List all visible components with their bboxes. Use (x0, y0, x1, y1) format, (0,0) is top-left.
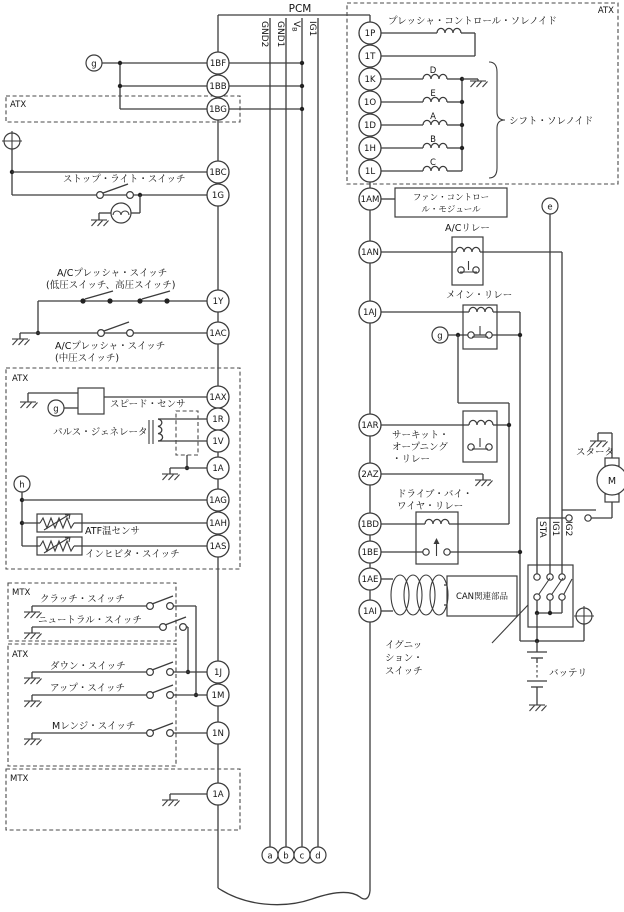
ignition-switch-label-1: イグニッ (385, 640, 423, 651)
region-boxes (6, 3, 618, 830)
ac-pressure-switch-2-label: A/Cプレッシャ・スイッチ (55, 341, 166, 352)
pin-1d (359, 114, 381, 136)
connector-g-speed: g (53, 404, 59, 415)
ac-relay-circuit (381, 223, 562, 285)
down-switch-label: ダウン・スイッチ (50, 661, 126, 672)
switch-blade-icon (104, 322, 129, 331)
atf-temp-sensor-label: ATF温センサ (85, 526, 141, 537)
pin-1aj (359, 301, 381, 323)
circuit-opening-relay-label-2: オープニング (392, 442, 448, 453)
mtx-ground-circuit (162, 794, 207, 806)
svg-text:1J: 1J (213, 668, 223, 678)
circuit-opening-relay-circuit (381, 411, 511, 465)
pulse-generator-circuit (53, 411, 207, 480)
ignition-switch-circuit (385, 565, 594, 711)
drive-by-wire-relay-circuit (381, 489, 522, 564)
solenoid-letter: C (430, 158, 436, 168)
ground-icon (475, 480, 493, 486)
pin-1j (207, 661, 229, 683)
pin-1as (207, 535, 229, 557)
relay-coil-icon (469, 307, 493, 312)
pressure-control-solenoid-label: プレッシャ・コントロール・ソレノイド (388, 16, 557, 27)
up-switch-label: アップ・スイッチ (50, 683, 125, 694)
pressure-control-solenoid-circuit (381, 16, 557, 56)
connector-g-main-relay: g (437, 331, 443, 342)
svg-text:1AS: 1AS (209, 542, 227, 552)
motor-icon (597, 458, 624, 502)
svg-text:1A: 1A (212, 464, 224, 474)
svg-text:1BE: 1BE (361, 548, 379, 558)
pin-1t (359, 45, 381, 67)
shift-solenoid-row (381, 66, 462, 79)
bus-label-vb: VB (290, 21, 301, 32)
relay-coil-icon (456, 247, 480, 252)
ac-pressure-switch-1-label: A/Cプレッシャ・スイッチ (57, 268, 168, 279)
can-parts-circuit (381, 575, 517, 616)
inhibitor-switch-label: インヒビタ・スイッチ (85, 549, 180, 560)
svg-text:1AE: 1AE (361, 575, 379, 585)
svg-text:1BB: 1BB (209, 82, 227, 92)
pcm-left-pins (207, 52, 229, 805)
pin-1bd (359, 513, 381, 535)
2az-ground (381, 474, 493, 486)
svg-text:1AJ: 1AJ (363, 308, 377, 318)
ground-icon (162, 800, 180, 806)
ground-icon (24, 739, 42, 745)
svg-text:1P: 1P (364, 29, 376, 39)
pin-1ax (207, 386, 229, 408)
svg-text:1AC: 1AC (209, 329, 227, 339)
speed-sensor-circuit (20, 388, 207, 416)
battery-label: バッテリ (549, 668, 588, 679)
pcm-right-pins (359, 22, 381, 622)
pin-1o (359, 91, 381, 113)
shift-solenoid-row (381, 89, 462, 102)
switch-blade-icon (142, 291, 170, 299)
svg-text:1Y: 1Y (212, 297, 224, 307)
connector-e: e (547, 202, 553, 213)
pin-1r (207, 408, 229, 430)
ac-relay-label: A/Cリレー (445, 223, 490, 234)
fan-control-module-label-2: ル・モジュール (421, 205, 481, 215)
pin-1m (207, 684, 229, 706)
shift-solenoid-label: シフト・ソレノイド (509, 116, 594, 127)
svg-text:1N: 1N (212, 729, 224, 739)
svg-text:1BD: 1BD (361, 520, 379, 530)
shield-icon (176, 411, 198, 455)
ignition-terminal-ig1: IG1 (550, 521, 560, 537)
switch-blade-icon (103, 184, 128, 193)
circuit-opening-relay-label-3: ・リレー (392, 454, 431, 465)
mtx-atx-switch-circuits (24, 594, 207, 745)
svg-text:2AZ: 2AZ (361, 470, 379, 480)
bus-lines (259, 18, 326, 863)
ground-icon (20, 402, 38, 408)
svg-text:1K: 1K (364, 75, 376, 85)
svg-text:1BF: 1BF (209, 59, 227, 69)
svg-text:1O: 1O (363, 98, 377, 108)
shift-solenoid-circuit (381, 62, 593, 178)
speed-sensor-icon (78, 388, 104, 414)
shift-solenoid-row (381, 112, 462, 125)
region-label-atx-1bg: ATX (10, 100, 27, 110)
pin-1ag (207, 489, 229, 511)
svg-text:1AM: 1AM (360, 195, 380, 205)
pin-1n (207, 722, 229, 744)
thermistor-icon (40, 537, 74, 553)
pin-1am (359, 188, 381, 210)
solenoid-letter: E (430, 89, 436, 99)
bus-connector-c: c (299, 851, 305, 862)
relay-coil-icon (425, 519, 449, 524)
ignition-switch-label-3: スイッチ (385, 666, 423, 677)
svg-text:1L: 1L (364, 167, 376, 177)
svg-text:1G: 1G (211, 191, 225, 201)
pin-1ai (359, 600, 381, 622)
solenoid-letter: A (430, 112, 436, 122)
svg-text:1AI: 1AI (363, 607, 377, 617)
pin-1g (207, 184, 229, 206)
pickup-coil-icon (158, 419, 163, 441)
twisted-pair-icon (391, 575, 448, 615)
region-label-mtx-switches: MTX (12, 588, 31, 598)
ac-pressure-switch-circuit (12, 268, 207, 364)
pin-1bf (207, 52, 229, 74)
bus-connector-d: d (315, 851, 321, 862)
pin-1v (207, 430, 229, 452)
region-label-atx-shift-switches: ATX (12, 650, 29, 660)
pin-1k (359, 68, 381, 90)
fan-control-module-label-1: ファン・コントロー (412, 193, 490, 203)
switch-blade-icon (85, 291, 113, 299)
battery-icon (527, 641, 547, 705)
vb-supply-circuit (86, 55, 304, 111)
pin-1a (207, 457, 229, 479)
shift-solenoid-row (381, 158, 462, 171)
svg-text:1AG: 1AG (209, 496, 227, 506)
solenoid-letter: B (430, 135, 436, 145)
ground-icon (24, 701, 42, 707)
svg-text:1AH: 1AH (209, 519, 227, 529)
ignition-terminal-sta: STA (537, 521, 547, 538)
stop-light-switch-circuit (2, 131, 207, 226)
main-relay-label: メイン・リレー (446, 290, 513, 301)
switch-blade-icon (564, 579, 572, 594)
svg-text:1BG: 1BG (209, 105, 227, 115)
ac-pressure-switch-2-sub: (中圧スイッチ) (55, 353, 120, 364)
region-label-atx-sensors: ATX (12, 374, 29, 384)
bus-label-gnd2: GND2 (259, 21, 269, 48)
switch-blade-icon (539, 578, 550, 594)
stop-light-switch-label: ストップ・ライト・スイッチ (63, 174, 186, 185)
ignition-switch-label-2: ション・ (385, 653, 423, 664)
pin-1ar (359, 414, 381, 436)
pin-1h (359, 137, 381, 159)
connector-h: h (19, 480, 25, 491)
svg-text:1BC: 1BC (209, 168, 227, 178)
pin-1ah (207, 512, 229, 534)
pcm-torn-edge (218, 888, 370, 905)
pin-1bg (207, 98, 229, 120)
neutral-switch-label: ニュートラル・スイッチ (38, 615, 142, 626)
pin-1p (359, 22, 381, 44)
svg-text:1R: 1R (212, 415, 224, 425)
bus-label-gnd1: GND1 (275, 21, 285, 48)
pin-1be (359, 541, 381, 563)
pointer-line (492, 605, 528, 643)
relay-coil-icon (469, 420, 493, 425)
pin-2az (359, 463, 381, 485)
svg-text:1M: 1M (211, 691, 225, 701)
pin-1ac (207, 322, 229, 344)
ground-icon (24, 678, 42, 684)
pcm-label: PCM (288, 3, 312, 15)
starter-label: スタータ (576, 447, 615, 458)
pin-1l (359, 160, 381, 182)
main-relay-circuit (381, 290, 522, 641)
clutch-switch-label: クラッチ・スイッチ (40, 594, 125, 605)
fan-control-module (381, 188, 507, 217)
pin-1bb (207, 75, 229, 97)
motor-label: M (607, 476, 617, 487)
arrow-up-icon (434, 538, 440, 544)
solenoid-coil-icon (437, 28, 461, 33)
drive-by-wire-relay-label-2: ワイヤ・リレー (397, 501, 464, 512)
svg-text:1AR: 1AR (361, 421, 379, 431)
pin-1y (207, 290, 229, 312)
bus-connector-a: a (267, 851, 273, 862)
ground-icon (470, 81, 488, 87)
pulse-generator-label: パルス・ジェネレータ (53, 427, 148, 438)
region-label-atx-solenoids: ATX (597, 6, 614, 16)
brace-icon (489, 62, 505, 178)
connector-g-top: g (91, 59, 97, 70)
ground-icon (24, 633, 42, 639)
svg-text:1AN: 1AN (361, 248, 379, 258)
ground-icon (12, 339, 30, 345)
region-label-mtx-bottom: MTX (10, 774, 29, 784)
m-range-switch-label: Mレンジ・スイッチ (52, 721, 136, 732)
ground-icon (91, 220, 109, 226)
speed-sensor-label: スピード・センサ (110, 399, 186, 410)
can-parts-label: CAN関連部品 (455, 592, 509, 602)
ignition-terminal-ig2: IG2 (563, 521, 573, 537)
svg-text:1T: 1T (364, 52, 376, 62)
bus-connector-b: b (283, 851, 289, 862)
shift-solenoid-row (381, 135, 462, 148)
pin-1an (359, 241, 381, 263)
ground-icon (529, 705, 547, 711)
thermistor-icon (40, 514, 74, 530)
bus-label-ig1: IG1 (307, 21, 317, 37)
ac-pressure-switch-1-sub: (低圧スイッチ、高圧スイッチ) (46, 280, 176, 291)
svg-text:1D: 1D (363, 121, 377, 131)
circuit-opening-relay-label-1: サーキット・ (392, 430, 449, 441)
svg-text:1AX: 1AX (209, 393, 227, 403)
svg-text:1A: 1A (212, 790, 224, 800)
svg-text:1V: 1V (212, 437, 224, 447)
pin-1a-mtx (207, 783, 229, 805)
ground-icon (162, 474, 180, 480)
svg-text:1H: 1H (364, 144, 376, 154)
drive-by-wire-relay-label-1: ドライブ・バイ・ (397, 489, 473, 500)
pin-1bc (207, 161, 229, 183)
atf-sensor-inhibitor-circuit (14, 476, 207, 560)
switch-blade-icon (552, 578, 563, 594)
solenoid-letter: D (429, 66, 437, 76)
pin-1ae (359, 568, 381, 590)
